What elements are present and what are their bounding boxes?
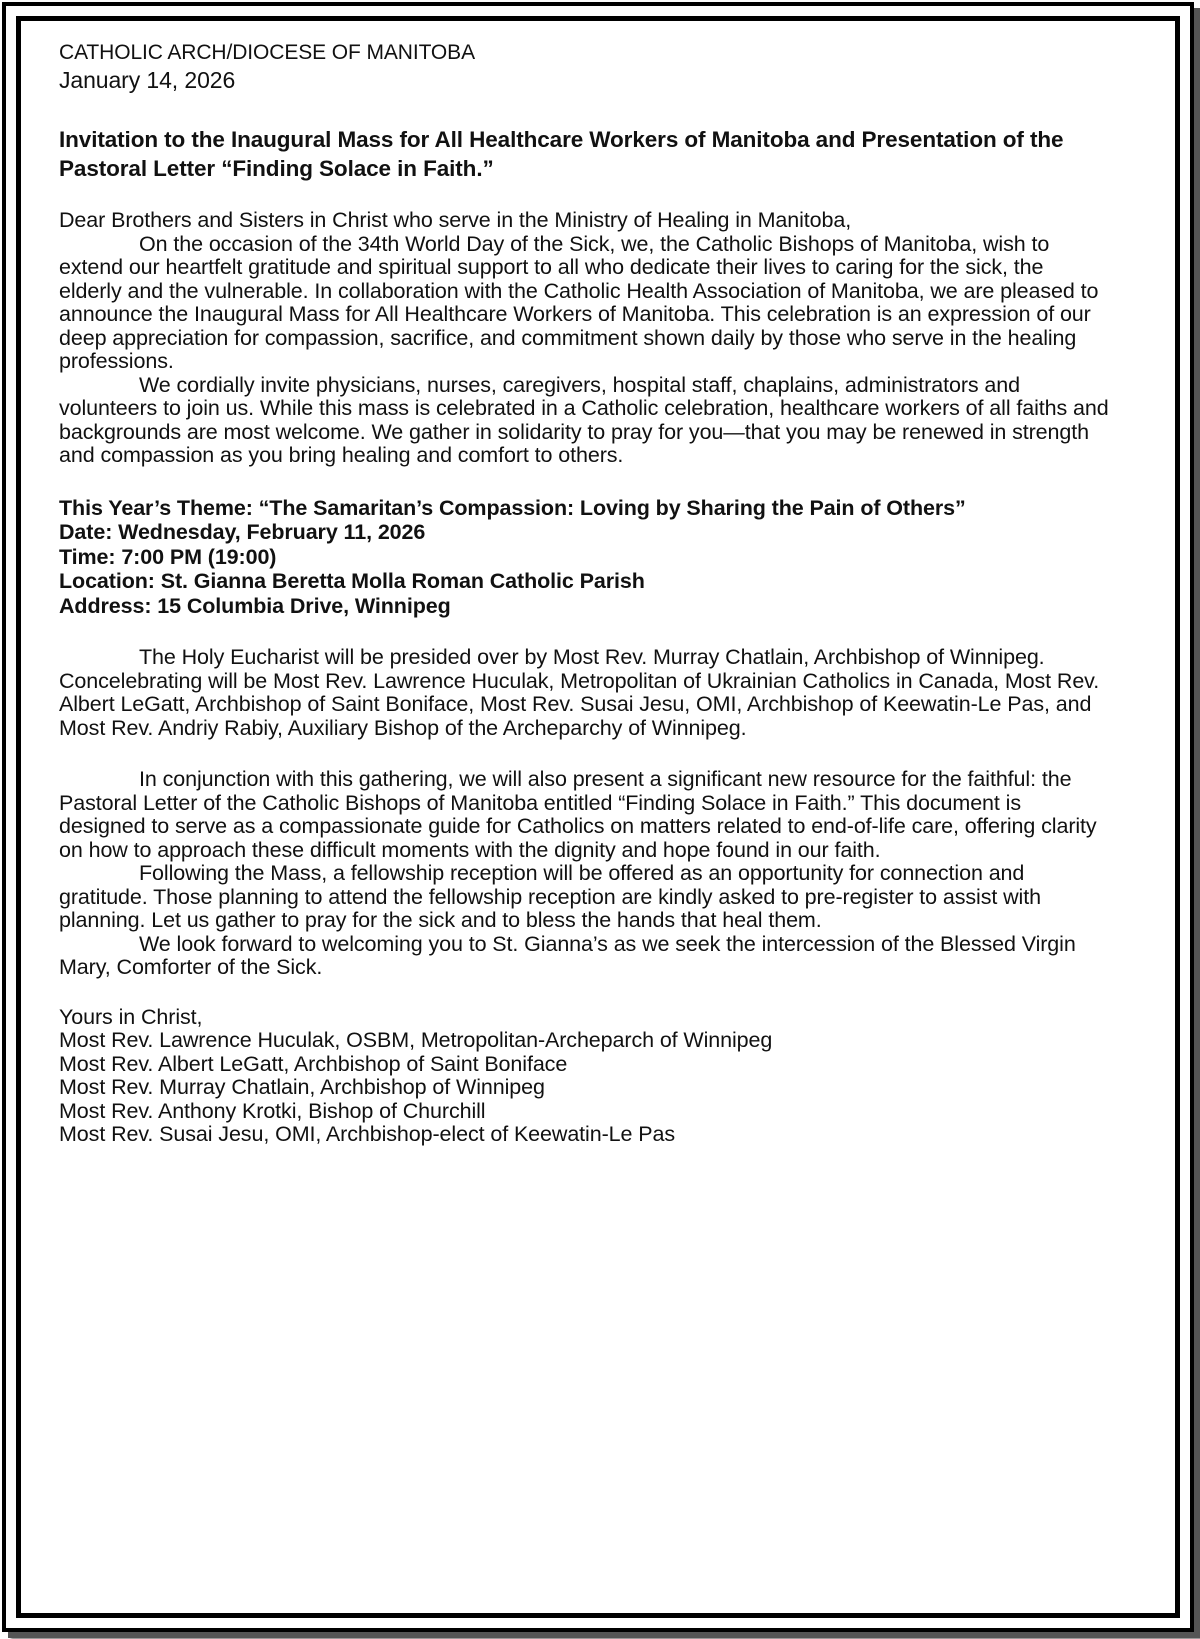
event-time: Time: 7:00 PM (19:00): [59, 544, 277, 569]
letter-date: January 14, 2026: [59, 67, 236, 93]
signatory: Most Rev. Lawrence Huculak, OSBM, Metropolitan-Archeparch of Winnipeg: [59, 1028, 773, 1052]
event-location: Location: St. Gianna Beretta Molla Roman Catholic Parish: [59, 569, 645, 593]
intro-paragraph-1: On the occasion of the 34th World Day of the Sick, we, the Catholic Bishops of Manitoba, wish to extend our heartfelt gratitude and spiritual support to all who dedicate their lives to caring for the sick, the elderly and the vulnerable. In collaboration with the Catholic Health Association of Manitoba, we are pleased to announce the Inaugural Mass for All Healthcare Workers of Manitoba. This celebration is an expression of our deep appreciation for compassion, sacrifice, and commitment shown daily by those who serve in the healing professions.: [59, 231, 1099, 373]
salutation: Dear Brothers and Sisters in Christ who serve in the Ministry of Healing in Manitoba,: [59, 208, 852, 232]
body-paragraph-2: In conjunction with this gathering, we will also present a significant new resource for the faithful: the Pastoral Letter of the Catholic Bishops of Manitoba entitled “Finding Solace in Faith.” This document is designed to serve as a compassionate guide for Catholics on matters related to end-of-life care, offering clarity on how to approach these difficult moments with the dignity and hope found in our faith.: [59, 767, 1097, 862]
event-theme: This Year’s Theme: “The Samaritan’s Compassion: Loving by Sharing the Pain of Others”: [59, 495, 966, 520]
body-paragraph-4: We look forward to welcoming you to St. Gianna’s as we seek the intercession of the Blessed Virgin Mary, Comforter of the Sick.: [59, 931, 1076, 979]
closing: Yours in Christ,: [59, 1004, 203, 1029]
body-paragraph-1: The Holy Eucharist will be presided over by Most Rev. Murray Chatlain, Archbishop of Winnipeg. Concelebrating will be Most Rev. Lawrence Huculak, Metropolitan of Ukrainian Catholics in Canada, Most Rev. Albert LeGatt, Archbishop of Saint Boniface, Most Rev. Susai Jesu, OMI, Archbishop of Keewatin-Le Pas, and Most Rev. Andriy Rabiy, Auxiliary Bishop of the Archeparchy of Winnipeg.: [59, 645, 1100, 740]
event-date: Date: Wednesday, February 11, 2026: [59, 520, 426, 544]
signatory: Most Rev. Albert LeGatt, Archbishop of Saint Boniface: [59, 1051, 568, 1076]
intro-paragraph-2: We cordially invite physicians, nurses, caregivers, hospital staff, chaplains, administrators and volunteers to join us. While this mass is celebrated in a Catholic celebration, healthcare workers of all faiths and backgrounds are most welcome. We gather in solidarity to pray for you—that you may be renewed in strength and compassion as you bring healing and comfort to others.: [59, 372, 1109, 467]
event-details: [59, 496, 1109, 619]
signatory: Most Rev. Susai Jesu, OMI, Archbishop-elect of Keewatin-Le Pas: [59, 1122, 675, 1146]
organization-name: CATHOLIC ARCH/DIOCESE OF MANITOBA: [59, 41, 475, 64]
signatory-list: [59, 1029, 1109, 1147]
body-paragraph-3: Following the Mass, a fellowship reception will be offered as an opportunity for connection and gratitude. Those planning to attend the fellowship reception are kindly asked to pre-register to assist with planning. Let us gather to pray for the sick and to bless the hands that heal them.: [59, 861, 1041, 932]
signatory: Most Rev. Murray Chatlain, Archbishop of Winnipeg: [59, 1075, 545, 1099]
letter-body: [59, 40, 1109, 1147]
signatory: Most Rev. Anthony Krotki, Bishop of Churchill: [59, 1098, 486, 1123]
letter-title: Invitation to the Inaugural Mass for All Healthcare Workers of Manitoba and Presentation of the Pastoral Letter “Finding Solace in Faith.”: [59, 127, 1064, 181]
event-address: Address: 15 Columbia Drive, Winnipeg: [59, 593, 451, 618]
